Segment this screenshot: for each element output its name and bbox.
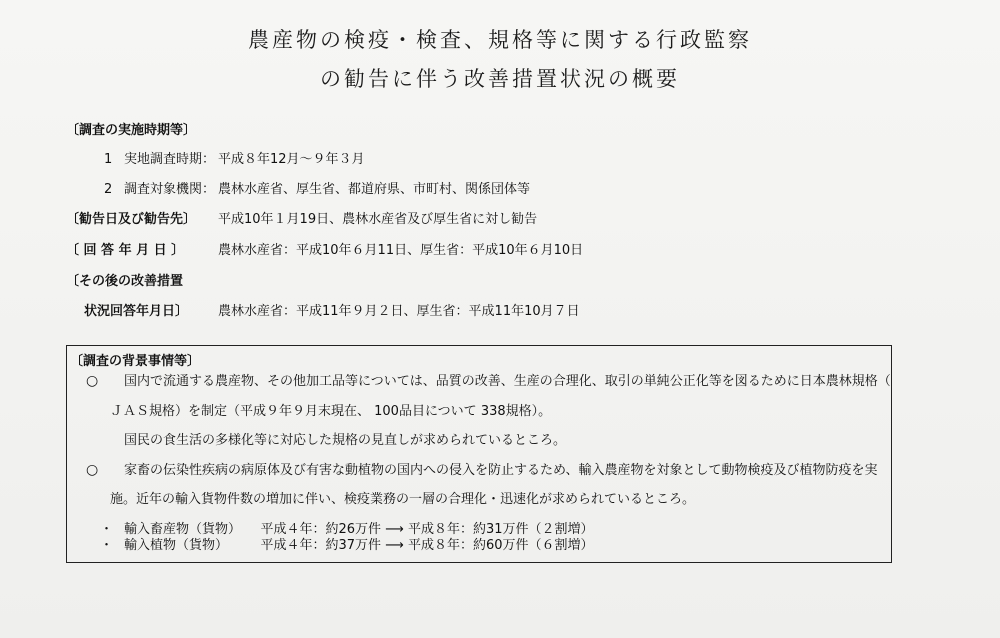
stat-bullet-2: ・: [100, 538, 114, 553]
period-item2-value: 農林水産省、厚生省、都道府県、市町村、関係団体等: [218, 182, 531, 197]
background-para2-line2: 施。近年の輸入貨物件数の増加に伴い、検疫業務の一層の合理化・迅速化が求められているところ。: [110, 492, 696, 507]
followup-value: 農林水産省：平成11年９月２日、厚生省：平成11年10月７日: [218, 304, 580, 319]
followup-header-line2: 状況回答年月日〕: [84, 304, 189, 319]
reply-value: 農林水産省：平成10年６月11日、厚生省：平成10年６月10日: [218, 243, 584, 258]
background-para1-line3: 国民の食生活の多様化等に対応した規格の見直しが求められているところ。: [124, 433, 567, 448]
followup-header-line1: 〔その後の改善措置: [66, 274, 184, 289]
advice-header: 〔勧告日及び勧告先〕: [66, 212, 197, 227]
period-item1-value: 平成８年12月～９年３月: [218, 152, 365, 167]
period-header: 〔調査の実施時期等〕: [66, 123, 197, 138]
background-para1-line2: ＪＡＳ規格）を制定（平成９年９月末現在、 100品目について 338規格）。: [110, 404, 552, 419]
stat-livestock-imports: 輸入畜産物（貨物） 平成４年：約26万件 ⟶ 平成８年：約31万件（２割増）: [124, 522, 594, 537]
background-bullet-1: ○: [86, 373, 99, 389]
reply-header: 〔 回 答 年 月 日 〕: [66, 243, 185, 258]
stat-plant-imports: 輸入植物（貨物） 平成４年：約37万件 ⟶ 平成８年：約60万件（６割増）: [124, 538, 594, 553]
document-title-line2: の勧告に伴う改善措置状況の概要: [320, 67, 680, 91]
period-item2-num: 2: [104, 182, 113, 197]
stat-bullet-1: ・: [100, 522, 114, 537]
background-para2-line1: 家畜の伝染性疾病の病原体及び有害な動植物の国内への侵入を防止するため、輸入農産物を対象として動物検疫及び植物防疫を実: [124, 463, 878, 478]
period-item2-label: 調査対象機関：: [124, 182, 216, 197]
advice-value: 平成10年１月19日、農林水産省及び厚生省に対し勧告: [218, 212, 538, 227]
period-item1-num: 1: [104, 152, 113, 167]
document-title-line1: 農産物の検疫・検査、規格等に関する行政監察: [248, 28, 752, 52]
background-header: 〔調査の背景事情等〕: [70, 354, 201, 369]
background-para1-line1: 国内で流通する農産物、その他加工品等については、品質の改善、生産の合理化、取引の単純公正化等を図るために日本農林規格（: [124, 374, 891, 389]
period-item1-label: 実地調査時期：: [124, 152, 216, 167]
background-bullet-2: ○: [86, 462, 99, 478]
